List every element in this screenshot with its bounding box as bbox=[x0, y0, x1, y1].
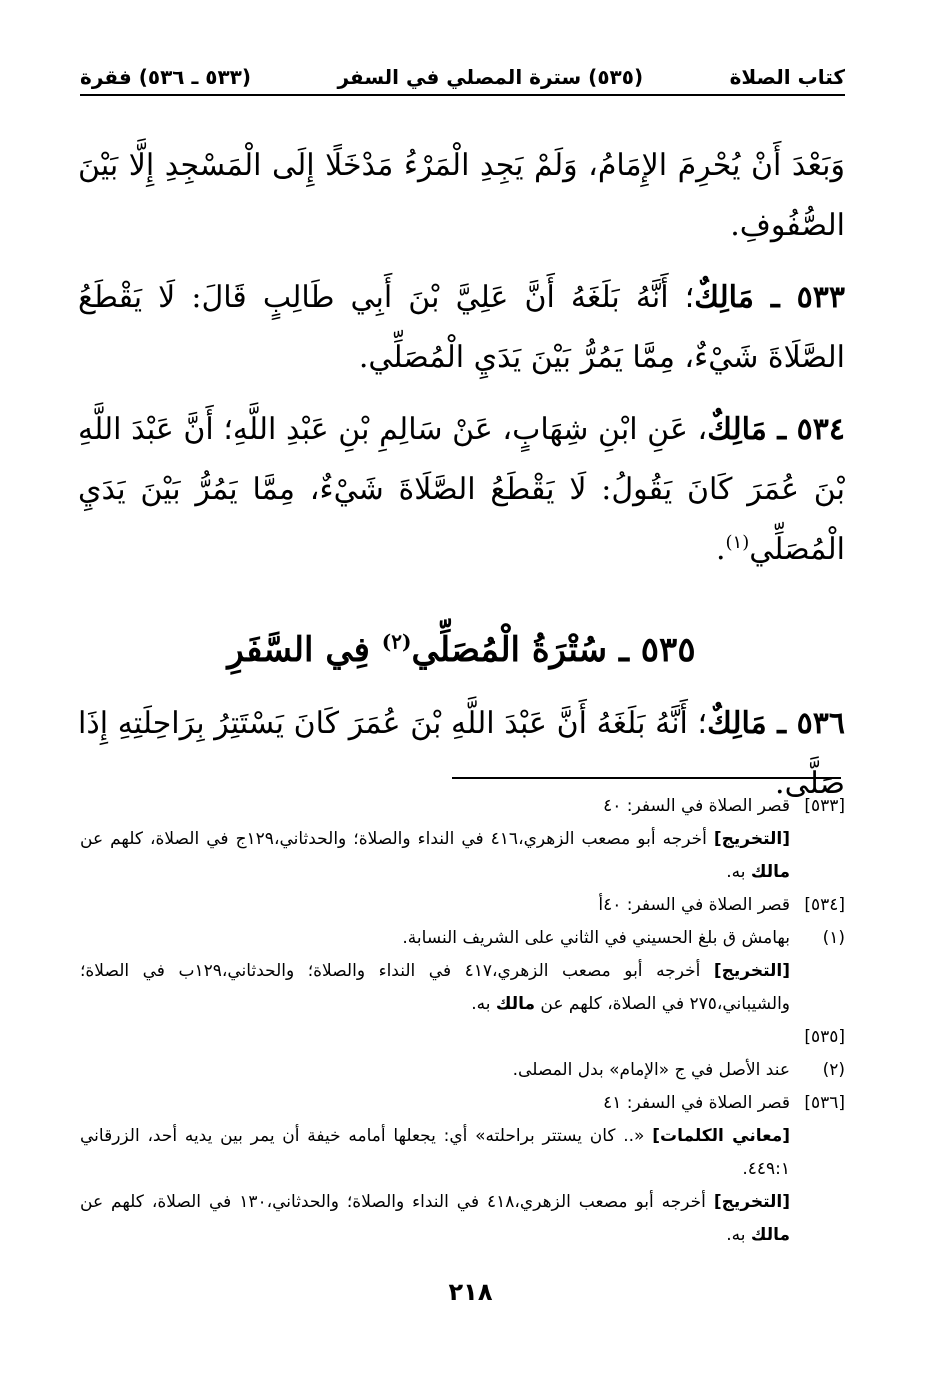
section-heading bbox=[78, 620, 845, 680]
footnote-label: [٥٣٥] bbox=[804, 1027, 845, 1047]
takhrij-label: [التخريج] bbox=[713, 1192, 790, 1212]
hadith-end: . bbox=[715, 532, 726, 567]
header-book-title: كتاب الصلاة bbox=[729, 65, 845, 89]
takhrij-label: [التخريج] bbox=[713, 961, 790, 981]
section-title-b: فِي السَّفَرِ bbox=[227, 630, 382, 670]
takhrij-end: به. bbox=[726, 1225, 751, 1245]
footnote-533-takhrij bbox=[80, 823, 845, 889]
narrator-name: مَالِكٌ bbox=[707, 706, 767, 741]
hadith-534 bbox=[78, 400, 845, 580]
malik-name: مالك bbox=[750, 862, 790, 882]
intro-paragraph: وَبَعْدَ أَنْ يُحْرِمَ الإِمَامُ، وَلَمْ يَجِدِ الْمَرْءُ مَدْخَلًا إِلَى الْمَسْجِدِ إِلَّا بَيْنَ الصُّفُوفِ. bbox=[78, 148, 845, 243]
footnote-text: قصر الصلاة في السفر: ٤١ bbox=[603, 1093, 790, 1113]
header-section-title: (٥٣٥) سترة المصلي في السفر bbox=[337, 65, 644, 89]
footnote-text: عند الأصل في ج «الإمام» بدل المصلى. bbox=[512, 1060, 790, 1080]
footnote-label: (٢) bbox=[822, 1060, 845, 1080]
meanings-text: «.. كان يستتر براحلته» أي: يجعلها أمامه خيفة أن يمر بين يديه أحد، الزرقاني ٤٤٩:١. bbox=[80, 1126, 790, 1179]
main-text bbox=[78, 136, 845, 826]
section-title-a: سُتْرَةُ الْمُصَلِّي bbox=[411, 630, 608, 670]
running-header bbox=[80, 60, 845, 96]
footnote-1 bbox=[80, 922, 845, 955]
footnotes bbox=[80, 790, 845, 1252]
hadith-text: ؛ أَنَّهُ بَلَغَهُ أَنَّ عَلِيَّ بْنَ أَبِي طَالِبٍ قَالَ: لَا يَقْطَعُ الصَّلَاةَ شَيْءٌ، مِمَّا يَمُرُّ بَيْنَ يَدَيِ الْمُصَلِّي. bbox=[78, 280, 845, 375]
footnote-ref: (١) bbox=[725, 532, 750, 553]
footnote-label: [٥٣٣] bbox=[804, 796, 845, 816]
footnote-label: [٥٣٤] bbox=[804, 895, 845, 915]
footnote-text: قصر الصلاة في السفر: ٤٠ bbox=[603, 796, 790, 816]
footnote-ref: (٢) bbox=[381, 629, 412, 654]
footnote-text: قصر الصلاة في السفر: ٤٠أ bbox=[598, 895, 790, 915]
footnote-2 bbox=[80, 1054, 845, 1087]
footnote-text: بهامش ق بلغ الحسيني في الثاني على الشريف النسابة. bbox=[402, 928, 790, 948]
meanings-label: [معاني الكلمات] bbox=[652, 1126, 791, 1146]
footnote-label: (١) bbox=[822, 928, 845, 948]
footnote-536-takhrij bbox=[80, 1186, 845, 1252]
takhrij-text: أخرجه أبو مصعب الزهري،٤١٧ في النداء والصلاة؛ والحدثاني،١٢٩ب في الصلاة؛ والشيباني،٢٧٥ في الصلاة، كلهم عن bbox=[80, 961, 790, 1014]
narrator-name: مَالِكٌ bbox=[707, 412, 767, 447]
page-number: ٢١٨ bbox=[448, 1278, 493, 1306]
footnote-533 bbox=[80, 790, 845, 823]
footnote-535 bbox=[80, 1021, 845, 1054]
takhrij-text: أخرجه أبو مصعب الزهري،٤١٨ في النداء والصلاة؛ والحدثاني،١٣٠ في الصلاة، كلهم عن bbox=[80, 1192, 714, 1212]
hadith-number: ٥٣٣ ـ bbox=[753, 280, 846, 315]
takhrij-label: [التخريج] bbox=[713, 829, 790, 849]
takhrij-text: أخرجه أبو مصعب الزهري،٤١٦ في النداء والصلاة؛ والحدثاني،١٢٩ج في الصلاة، كلهم عن bbox=[80, 829, 714, 849]
malik-name: مالك bbox=[750, 1225, 790, 1245]
takhrij-end: به. bbox=[471, 994, 496, 1014]
footnote-536 bbox=[80, 1087, 845, 1120]
footnote-label: [٥٣٦] bbox=[804, 1093, 845, 1113]
footnote-divider bbox=[452, 777, 841, 779]
takhrij-end: به. bbox=[726, 862, 751, 882]
header-paragraph-range: (٥٣٣ ـ ٥٣٦) فقرة bbox=[80, 65, 252, 89]
section-number: ٥٣٥ ـ bbox=[607, 630, 696, 670]
hadith-text: ، عَنِ ابْنِ شِهَابٍ، عَنْ سَالِمِ بْنِ عَبْدِ اللَّهِ؛ أَنَّ عَبْدَ اللَّهِ بْنَ عُمَرَ كَانَ يَقُولُ: لَا يَقْطَعُ الصَّلَاةَ شَيْءٌ، مِمَّا يَمُرُّ بَيْنَ يَدَيِ الْمُصَلِّي bbox=[78, 412, 845, 567]
hadith-533 bbox=[78, 268, 845, 388]
footnote-536-meanings bbox=[80, 1120, 845, 1186]
footnote-534 bbox=[80, 889, 845, 922]
hadith-number: ٥٣٤ ـ bbox=[766, 412, 845, 447]
hadith-text: ؛ أَنَّهُ بَلَغَهُ أَنَّ عَبْدَ اللَّهِ بْنَ عُمَرَ كَانَ يَسْتَتِرُ بِرَاحِلَتِهِ إِذَا صَلَّى. bbox=[78, 706, 845, 801]
hadith-number: ٥٣٦ ـ bbox=[766, 706, 845, 741]
footnote-534-takhrij bbox=[80, 955, 845, 1021]
narrator-name: مَالِكٌ bbox=[694, 280, 754, 315]
malik-name: مالك bbox=[495, 994, 536, 1014]
